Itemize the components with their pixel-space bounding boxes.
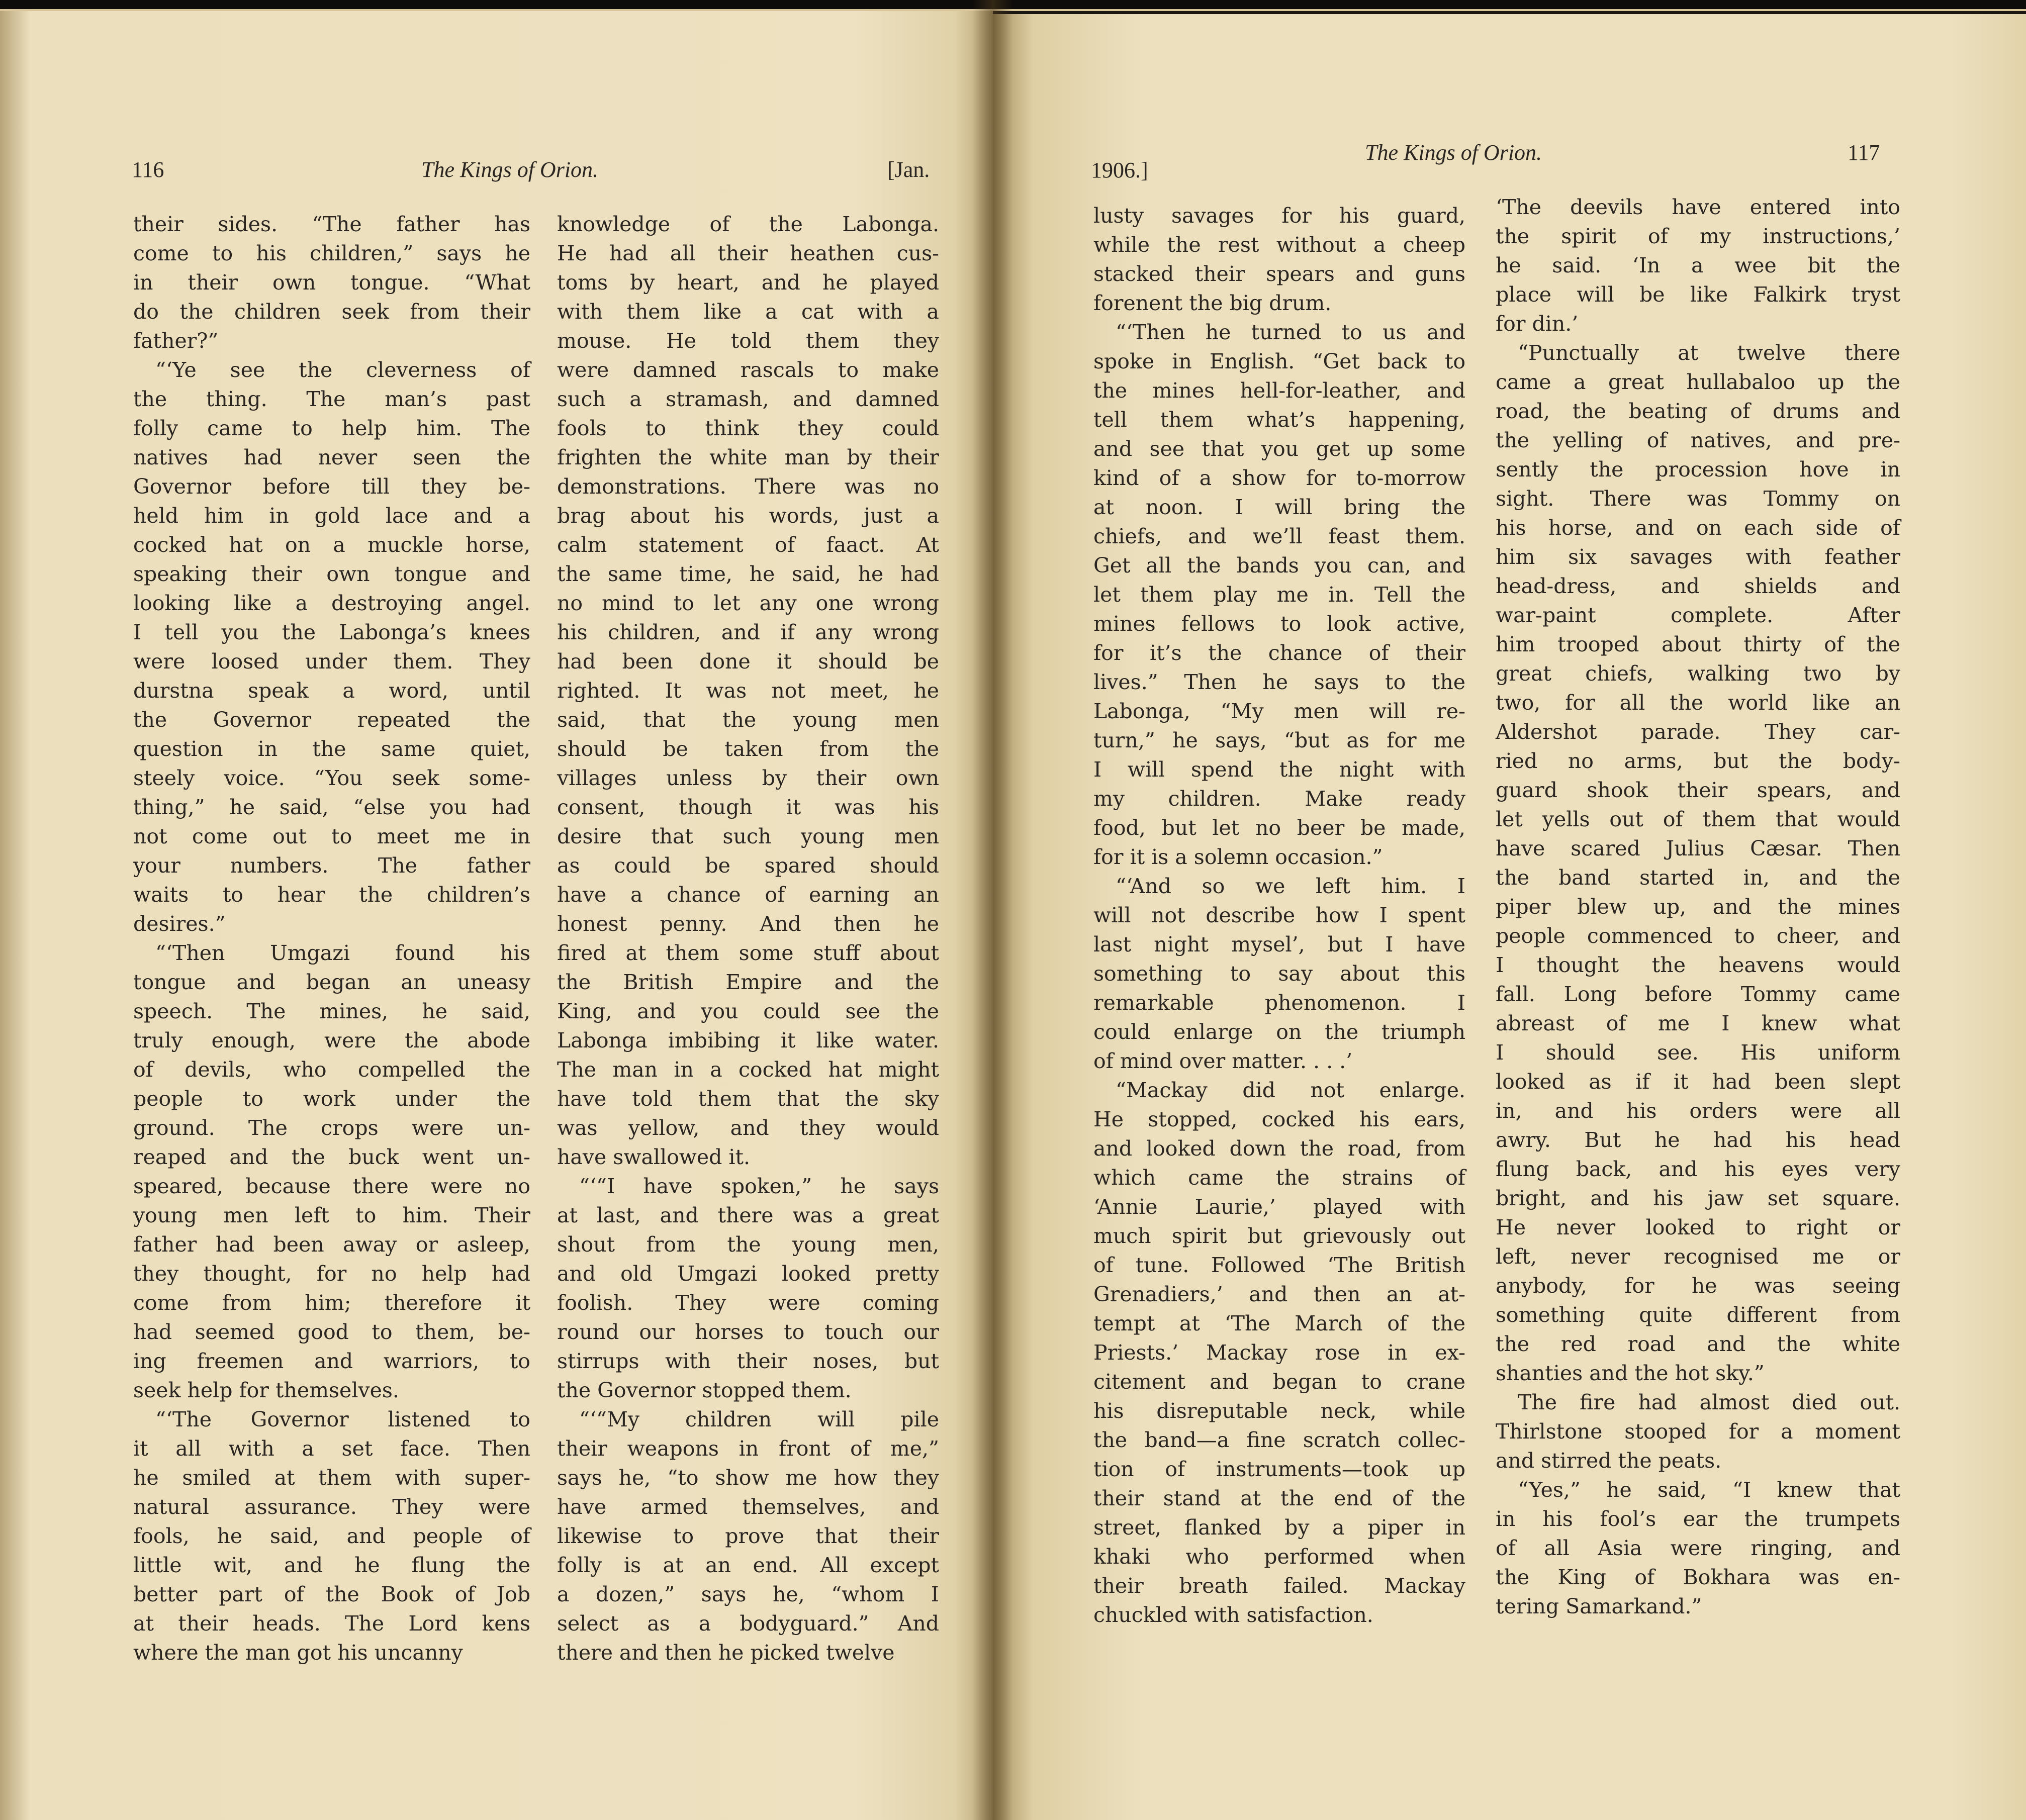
text-line: question in the same quiet, (133, 737, 530, 761)
text-line: Governor before till they be- (133, 474, 530, 499)
text-line: in, and his orders were all (1496, 1099, 1900, 1123)
right-page-number: 117 (1848, 140, 1880, 165)
text-line: for din.’ (1496, 312, 1579, 336)
text-line: awry. But he had his head (1496, 1128, 1900, 1152)
text-line: speaking their own tongue and (133, 562, 530, 586)
text-line: better part of the Book of Job (133, 1582, 530, 1606)
text-line: anybody, for he was seeing (1496, 1274, 1900, 1298)
text-line: the red road and the white (1496, 1332, 1900, 1356)
text-line: ground. The crops were un- (133, 1116, 530, 1140)
text-line: He had all their heathen cus- (557, 241, 939, 265)
text-line: not come out to meet me in (133, 824, 530, 848)
text-line: the mines hell-for-leather, and (1093, 378, 1465, 403)
text-line: street, flanked by a piper in (1093, 1515, 1465, 1540)
text-line: piper blew up, and the mines (1496, 895, 1900, 919)
text-line: knowledge of the Labonga. (557, 212, 939, 236)
text-line: guard shook their spears, and (1496, 778, 1900, 802)
text-line: sight. There was Tommy on (1496, 487, 1900, 511)
text-line: such a stramash, and damned (557, 387, 939, 411)
text-line: durstna speak a word, until (133, 679, 530, 703)
text-line: there and then he picked twelve (557, 1641, 895, 1665)
text-line: khaki who performed when (1093, 1545, 1465, 1569)
text-line: tering Samarkand.” (1496, 1594, 1702, 1618)
text-line: his disreputable neck, while (1093, 1399, 1465, 1423)
text-line: looking like a destroying angel. (133, 591, 530, 615)
text-line: likewise to prove that their (557, 1524, 939, 1548)
text-line: He stopped, cocked his ears, (1093, 1107, 1465, 1131)
text-line: forenent the big drum. (1093, 291, 1332, 315)
text-line: remarkable phenomenon. I (1093, 991, 1465, 1015)
text-line: steely voice. “You seek some- (133, 766, 530, 790)
text-line: the Governor repeated the (133, 708, 530, 732)
text-line: him trooped about thirty of the (1496, 632, 1900, 656)
text-line: Get all the bands you can, and (1093, 553, 1465, 578)
text-line: ‘Annie Laurie,’ played with (1093, 1195, 1465, 1219)
text-line: stirrups with their noses, but (557, 1349, 939, 1373)
text-line: where the man got his uncanny (133, 1641, 463, 1665)
text-line: last night mysel’, but I have (1093, 932, 1465, 956)
text-line: for it is a solemn occasion.” (1093, 845, 1383, 869)
text-line: with them like a cat with a (557, 300, 939, 324)
text-line: a dozen,” says he, “whom I (557, 1582, 939, 1606)
text-line: spoke in English. “Get back to (1093, 349, 1465, 373)
text-line: brag about his words, just a (557, 504, 939, 528)
text-line: folly came to help him. The (133, 416, 530, 440)
text-line: left, never recognised me or (1496, 1244, 1900, 1269)
text-line: shanties and the hot sky.” (1496, 1361, 1765, 1385)
text-line: have swallowed it. (557, 1145, 751, 1169)
right-running-title: The Kings of Orion. (1365, 140, 1542, 165)
text-line: natural assurance. They were (133, 1495, 530, 1519)
text-line: flung back, and his eyes very (1496, 1157, 1900, 1181)
text-line: natives had never seen the (133, 445, 530, 469)
text-line: said, that the young men (557, 708, 939, 732)
left-header-date: [Jan. (887, 157, 930, 182)
text-line: much spirit but grievously out (1093, 1224, 1465, 1248)
text-line: “‘The Governor listened to (155, 1407, 530, 1431)
text-line: their breath failed. Mackay (1093, 1574, 1465, 1598)
left-page-number: 116 (132, 157, 164, 182)
text-line: at their heads. The Lord kens (133, 1611, 530, 1636)
text-line: of mind over matter. . . .’ (1093, 1049, 1353, 1073)
text-line: honest penny. And then he (557, 912, 939, 936)
text-line: turn,” he says, “but as for me (1093, 728, 1465, 752)
text-line: thing,” he said, “else you had (133, 795, 530, 819)
text-line: could enlarge on the triumph (1093, 1020, 1465, 1044)
text-line: the band—a fine scratch collec- (1093, 1428, 1465, 1452)
text-line: Priests.’ Mackay rose in ex- (1093, 1340, 1465, 1365)
text-line: something quite different from (1496, 1303, 1900, 1327)
text-line: “‘Then he turned to us and (1116, 320, 1465, 344)
text-line: have scared Julius Cæsar. Then (1496, 836, 1900, 860)
text-line: have armed themselves, and (557, 1495, 939, 1519)
text-line: their sides. “The father has (133, 212, 530, 236)
text-line: while the rest without a cheep (1093, 233, 1465, 257)
text-line: of tune. Followed ‘The British (1093, 1253, 1465, 1277)
text-line: frighten the white man by their (557, 445, 939, 469)
text-line: I tell you the Labonga’s knees (133, 620, 530, 644)
text-line: in his fool’s ear the trumpets (1496, 1507, 1900, 1531)
text-line: he said. ‘In a wee bit the (1496, 253, 1900, 277)
text-line: the same time, he said, he had (557, 562, 939, 586)
text-line: of all Asia were ringing, and (1496, 1536, 1900, 1560)
text-line: says he, “to show me how they (557, 1466, 939, 1490)
text-line: him six savages with feather (1496, 545, 1900, 569)
text-line: come to his children,” says he (133, 241, 530, 265)
text-line: He never looked to right or (1496, 1215, 1900, 1239)
text-line: Thirlstone stooped for a moment (1496, 1419, 1900, 1444)
text-line: let yells out of them that would (1496, 807, 1900, 831)
left-page (0, 11, 993, 1820)
text-line: bright, and his jaw set square. (1496, 1186, 1900, 1210)
text-line: fired at them some stuff about (557, 941, 939, 965)
text-line: he smiled at them with super- (133, 1466, 530, 1490)
right-page (993, 11, 2026, 1820)
text-line: shout from the young men, (557, 1232, 939, 1257)
text-line: road, the beating of drums and (1496, 399, 1900, 423)
text-line: of devils, who compelled the (133, 1058, 530, 1082)
text-line: at noon. I will bring the (1093, 495, 1465, 519)
text-line: the yelling of natives, and pre- (1496, 428, 1900, 452)
text-line: had been done it should be (557, 649, 939, 674)
text-line: villages unless by their own (557, 766, 939, 790)
text-line: I should see. His uniform (1496, 1040, 1900, 1065)
text-line: “Yes,” he said, “I knew that (1518, 1478, 1900, 1502)
text-line: tion of instruments—took up (1093, 1457, 1465, 1481)
text-line: tongue and began an uneasy (133, 970, 530, 994)
text-line: chuckled with satisfaction. (1093, 1603, 1373, 1627)
text-line: it all with a set face. Then (133, 1436, 530, 1461)
text-line: I will spend the night with (1093, 757, 1465, 782)
text-line: calm statement of faact. At (557, 533, 939, 557)
text-line: desire that such young men (557, 824, 939, 848)
text-line: fools to think they could (557, 416, 939, 440)
text-line: truly enough, were the abode (133, 1028, 530, 1052)
text-line: for it’s the chance of their (1093, 641, 1465, 665)
text-line: the Governor stopped them. (557, 1378, 852, 1402)
text-line: and old Umgazi looked pretty (557, 1262, 939, 1286)
text-line: have told them that the sky (557, 1087, 939, 1111)
text-line: seek help for themselves. (133, 1378, 399, 1402)
text-line: consent, though it was his (557, 795, 939, 819)
text-line: at last, and there was a great (557, 1203, 939, 1227)
text-line: come from him; therefore it (133, 1291, 530, 1315)
text-line: young men left to him. Their (133, 1203, 530, 1227)
text-line: King, and you could see the (557, 999, 939, 1023)
text-line: abreast of me I knew what (1496, 1011, 1900, 1035)
text-line: do the children seek from their (133, 300, 530, 324)
text-line: war-paint complete. After (1496, 603, 1900, 627)
text-line: “‘“I have spoken,” he says (579, 1174, 939, 1198)
text-line: the King of Bokhara was en- (1496, 1565, 1900, 1589)
text-line: fools, he said, and people of (133, 1524, 530, 1548)
text-line: have a chance of earning an (557, 883, 939, 907)
text-line: looked as if it had been slept (1496, 1070, 1900, 1094)
text-line: “Punctually at twelve there (1518, 341, 1900, 365)
text-line: “Mackay did not enlarge. (1116, 1078, 1465, 1102)
text-line: and stirred the peats. (1496, 1449, 1722, 1473)
text-line: demonstrations. There was no (557, 474, 939, 499)
text-line: food, but let no beer be made, (1093, 816, 1465, 840)
text-line: ried no arms, but the body- (1496, 749, 1900, 773)
left-running-title: The Kings of Orion. (421, 157, 599, 182)
text-line: round our horses to touch our (557, 1320, 939, 1344)
text-line: reaped and the buck went un- (133, 1145, 530, 1169)
text-line: father?” (133, 329, 219, 353)
text-line: will not describe how I spent (1093, 903, 1465, 927)
right-page-column-2 (1496, 193, 1900, 1621)
text-line: held him in gold lace and a (133, 504, 530, 528)
text-line: were loosed under them. They (133, 649, 530, 674)
text-line: “‘Ye see the cleverness of (155, 358, 530, 382)
text-line: citement and began to crane (1093, 1370, 1465, 1394)
text-line: place will be like Falkirk tryst (1496, 282, 1900, 307)
text-line: was yellow, and they would (557, 1116, 939, 1140)
text-line: The man in a cocked hat might (557, 1058, 939, 1082)
text-line: as could be spared should (557, 853, 939, 878)
text-line: no mind to let any one wrong (557, 591, 939, 615)
text-line: Grenadiers,’ and then an at- (1093, 1282, 1465, 1306)
text-line: “‘And so we left him. I (1116, 874, 1465, 898)
text-line: they thought, for no help had (133, 1262, 530, 1286)
text-line: his children, and if any wrong (557, 620, 939, 644)
text-line: speech. The mines, he said, (133, 999, 530, 1023)
text-line: “‘Then Umgazi found his (155, 941, 530, 965)
text-line: “‘“My children will pile (579, 1407, 939, 1431)
text-line: and looked down the road, from (1093, 1136, 1465, 1161)
right-header-date: 1906.] (1091, 158, 1148, 182)
text-line: I thought the heavens would (1496, 953, 1900, 977)
text-line: speared, because there were no (133, 1174, 530, 1198)
left-page-column-1 (133, 210, 530, 1667)
text-line: the spirit of my instructions,’ (1496, 224, 1900, 248)
text-line: lusty savages for his guard, (1093, 204, 1465, 228)
text-line: their weapons in front of me,” (557, 1436, 939, 1461)
text-line: the band started in, and the (1496, 866, 1900, 890)
text-line: tempt at ‘The March of the (1093, 1311, 1465, 1335)
text-line: my children. Make ready (1093, 787, 1465, 811)
text-line: two, for all the world like an (1496, 691, 1900, 715)
text-line: tell them what’s happening, (1093, 408, 1465, 432)
text-line: were damned rascals to make (557, 358, 939, 382)
text-line: his horse, and on each side of (1496, 516, 1900, 540)
text-line: foolish. They were coming (557, 1291, 939, 1315)
text-line: select as a bodyguard.” And (557, 1611, 939, 1636)
left-page-column-2 (557, 210, 939, 1667)
text-line: sently the procession hove in (1496, 457, 1900, 482)
text-line: the British Empire and the (557, 970, 939, 994)
text-line: waits to hear the children’s (133, 883, 530, 907)
text-line: cocked hat on a muckle horse, (133, 533, 530, 557)
text-line: righted. It was not meet, he (557, 679, 939, 703)
text-line: toms by heart, and he played (557, 270, 939, 295)
text-line: and see that you get up some (1093, 437, 1465, 461)
text-line: ‘The deevils have entered into (1496, 195, 1900, 219)
text-line: little wit, and he flung the (133, 1553, 530, 1577)
text-line: people to work under the (133, 1087, 530, 1111)
text-line: chiefs, and we’ll feast them. (1093, 524, 1465, 548)
text-line: The fire had almost died out. (1518, 1390, 1900, 1414)
text-line: mines fellows to look active, (1093, 612, 1465, 636)
text-line: should be taken from the (557, 737, 939, 761)
text-line: fall. Long before Tommy came (1496, 982, 1900, 1006)
text-line: father had been away or asleep, (133, 1232, 530, 1257)
text-line: people commenced to cheer, and (1496, 924, 1900, 948)
text-line: Labonga imbibing it like water. (557, 1028, 939, 1052)
text-line: Aldershot parade. They car- (1496, 720, 1900, 744)
text-line: lives.” Then he says to the (1093, 670, 1465, 694)
text-line: had seemed good to them, be- (133, 1320, 530, 1344)
text-line: let them play me in. Tell the (1093, 583, 1465, 607)
text-line: something to say about this (1093, 962, 1465, 986)
text-line: the thing. The man’s past (133, 387, 530, 411)
text-line: head-dress, and shields and (1496, 574, 1900, 598)
right-page-column-1 (1093, 201, 1465, 1630)
text-line: stacked their spears and guns (1093, 262, 1465, 286)
text-line: your numbers. The father (133, 853, 530, 878)
text-line: their stand at the end of the (1093, 1486, 1465, 1510)
text-line: desires.” (133, 912, 226, 936)
text-line: which came the strains of (1093, 1166, 1465, 1190)
text-line: great chiefs, walking two by (1496, 661, 1900, 686)
text-line: came a great hullabaloo up the (1496, 370, 1900, 394)
text-line: Labonga, “My men will re- (1093, 699, 1465, 723)
text-line: mouse. He told them they (557, 329, 939, 353)
text-line: in their own tongue. “What (133, 270, 530, 295)
text-line: folly is at an end. All except (557, 1553, 939, 1577)
text-line: kind of a show for to-morrow (1093, 466, 1465, 490)
text-line: ing freemen and warriors, to (133, 1349, 530, 1373)
